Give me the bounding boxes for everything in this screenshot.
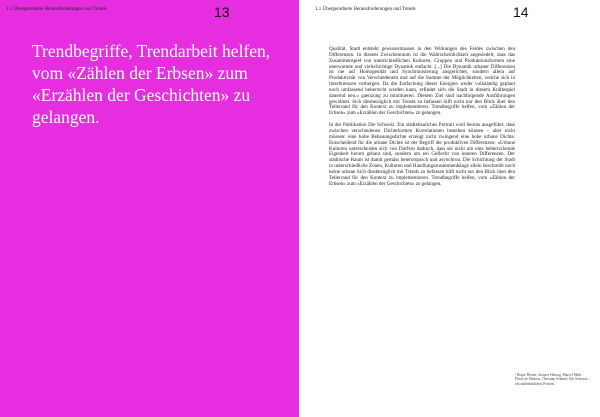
- body-text-column: [329, 47, 515, 193]
- running-head-right: 1.1 Übergeordnete Herausforderungen und Trends: [315, 7, 416, 12]
- page-number-right: 14: [513, 4, 529, 20]
- running-head-left: 1.1 Übergeordnete Herausforderungen und Trends: [6, 7, 107, 12]
- body-paragraph-2: In der Publikation Die Schweiz. Ein städtebauliches Portrait wird bereits ausgeführt, dass zwischen verschiedenen Dichteformen Korrelationen bestehen können – aber nicht müssen: eine hohe Bebauungsdichte erzeugt nicht zwingend eine hohe urbane Dichte. Entscheidend für die urbane Dichte ist der Begriff der produktiven Differenzen: «Urbane Kulturen unterscheiden sich von Dörfern dadurch, dass sie nicht um eine beherrschende Eigenheit herum gebaut sind, sondern um ein Geflecht von inneren Differenzen. Der städtische Raum ist damit gemäss heterotopisch und asynchron. Die Schichtung der Stadt in unterschiedliche Zonen, Kulturen und Handlungszusammenhänge allein beschreibt noch keine urbane Sich diesbezüglich mit Trends zu befassen hilft nicht nur den Blick über den Tellerrand für den Kontext zu implementieren. Trendbegriffe helfen, vom «Zählen der Erbsen» zum «Erzählen der Geschichten» zu gelangen.: [329, 122, 515, 187]
- pull-quote: Trendbegriffe, Trendarbeit helfen, vom «Zählen der Erbsen» zum «Erzählen der Geschichten» zu gelangen.: [32, 41, 271, 127]
- left-page: [0, 0, 299, 417]
- footnote: ¹ Roger Diener, Jacques Herzog, Marcel Meili, Pierre de Meuron, Christian Schmid: Die Schweiz – ein städtebauliches Portrait.: [515, 373, 590, 386]
- page-number-left: 13: [214, 4, 230, 20]
- body-paragraph-1: Qualität, Stadt entsteht gewissermassen in den Wirkungen des Feldes zwischen den Differenzen. In diesem Zwischenraum ist die Wahrscheinlichkeit angesiedelt, dass das Zusammenspiel von unterschiedlichen Kulturen, Gruppen und Produktionsformen eine unerwartete und vielschichtige Dynamik entfacht. [...] Die Dynamik urbaner Differenzen ist nie auf Homogenität und Synchronisierung ausgerichtet, sondern allein auf Produktivität von Verschiedenem und auf die Summe der Möglichkeiten, welche sich in Interferenzen vorbergen. Da die Entfachung dieser Energien weder vollständig geplant noch umfassend beherrscht werden kann, erfindet sich die Stadt in diesem Kräftespiel dauernd neu.» gaenzung zu minimieren. Diesem Ziel sind nachfolgende Ausführungen gewidmet. Sich diesbezüglich mit Trends zu befassen hilft nicht nur den Blick über den Tellerrand für den Kontext zu implementieren. Trendbegriffe helfen, vom «Zählen der Erbsen» zum «Erzählen der Geschichten» zu gelangen.: [329, 46, 515, 117]
